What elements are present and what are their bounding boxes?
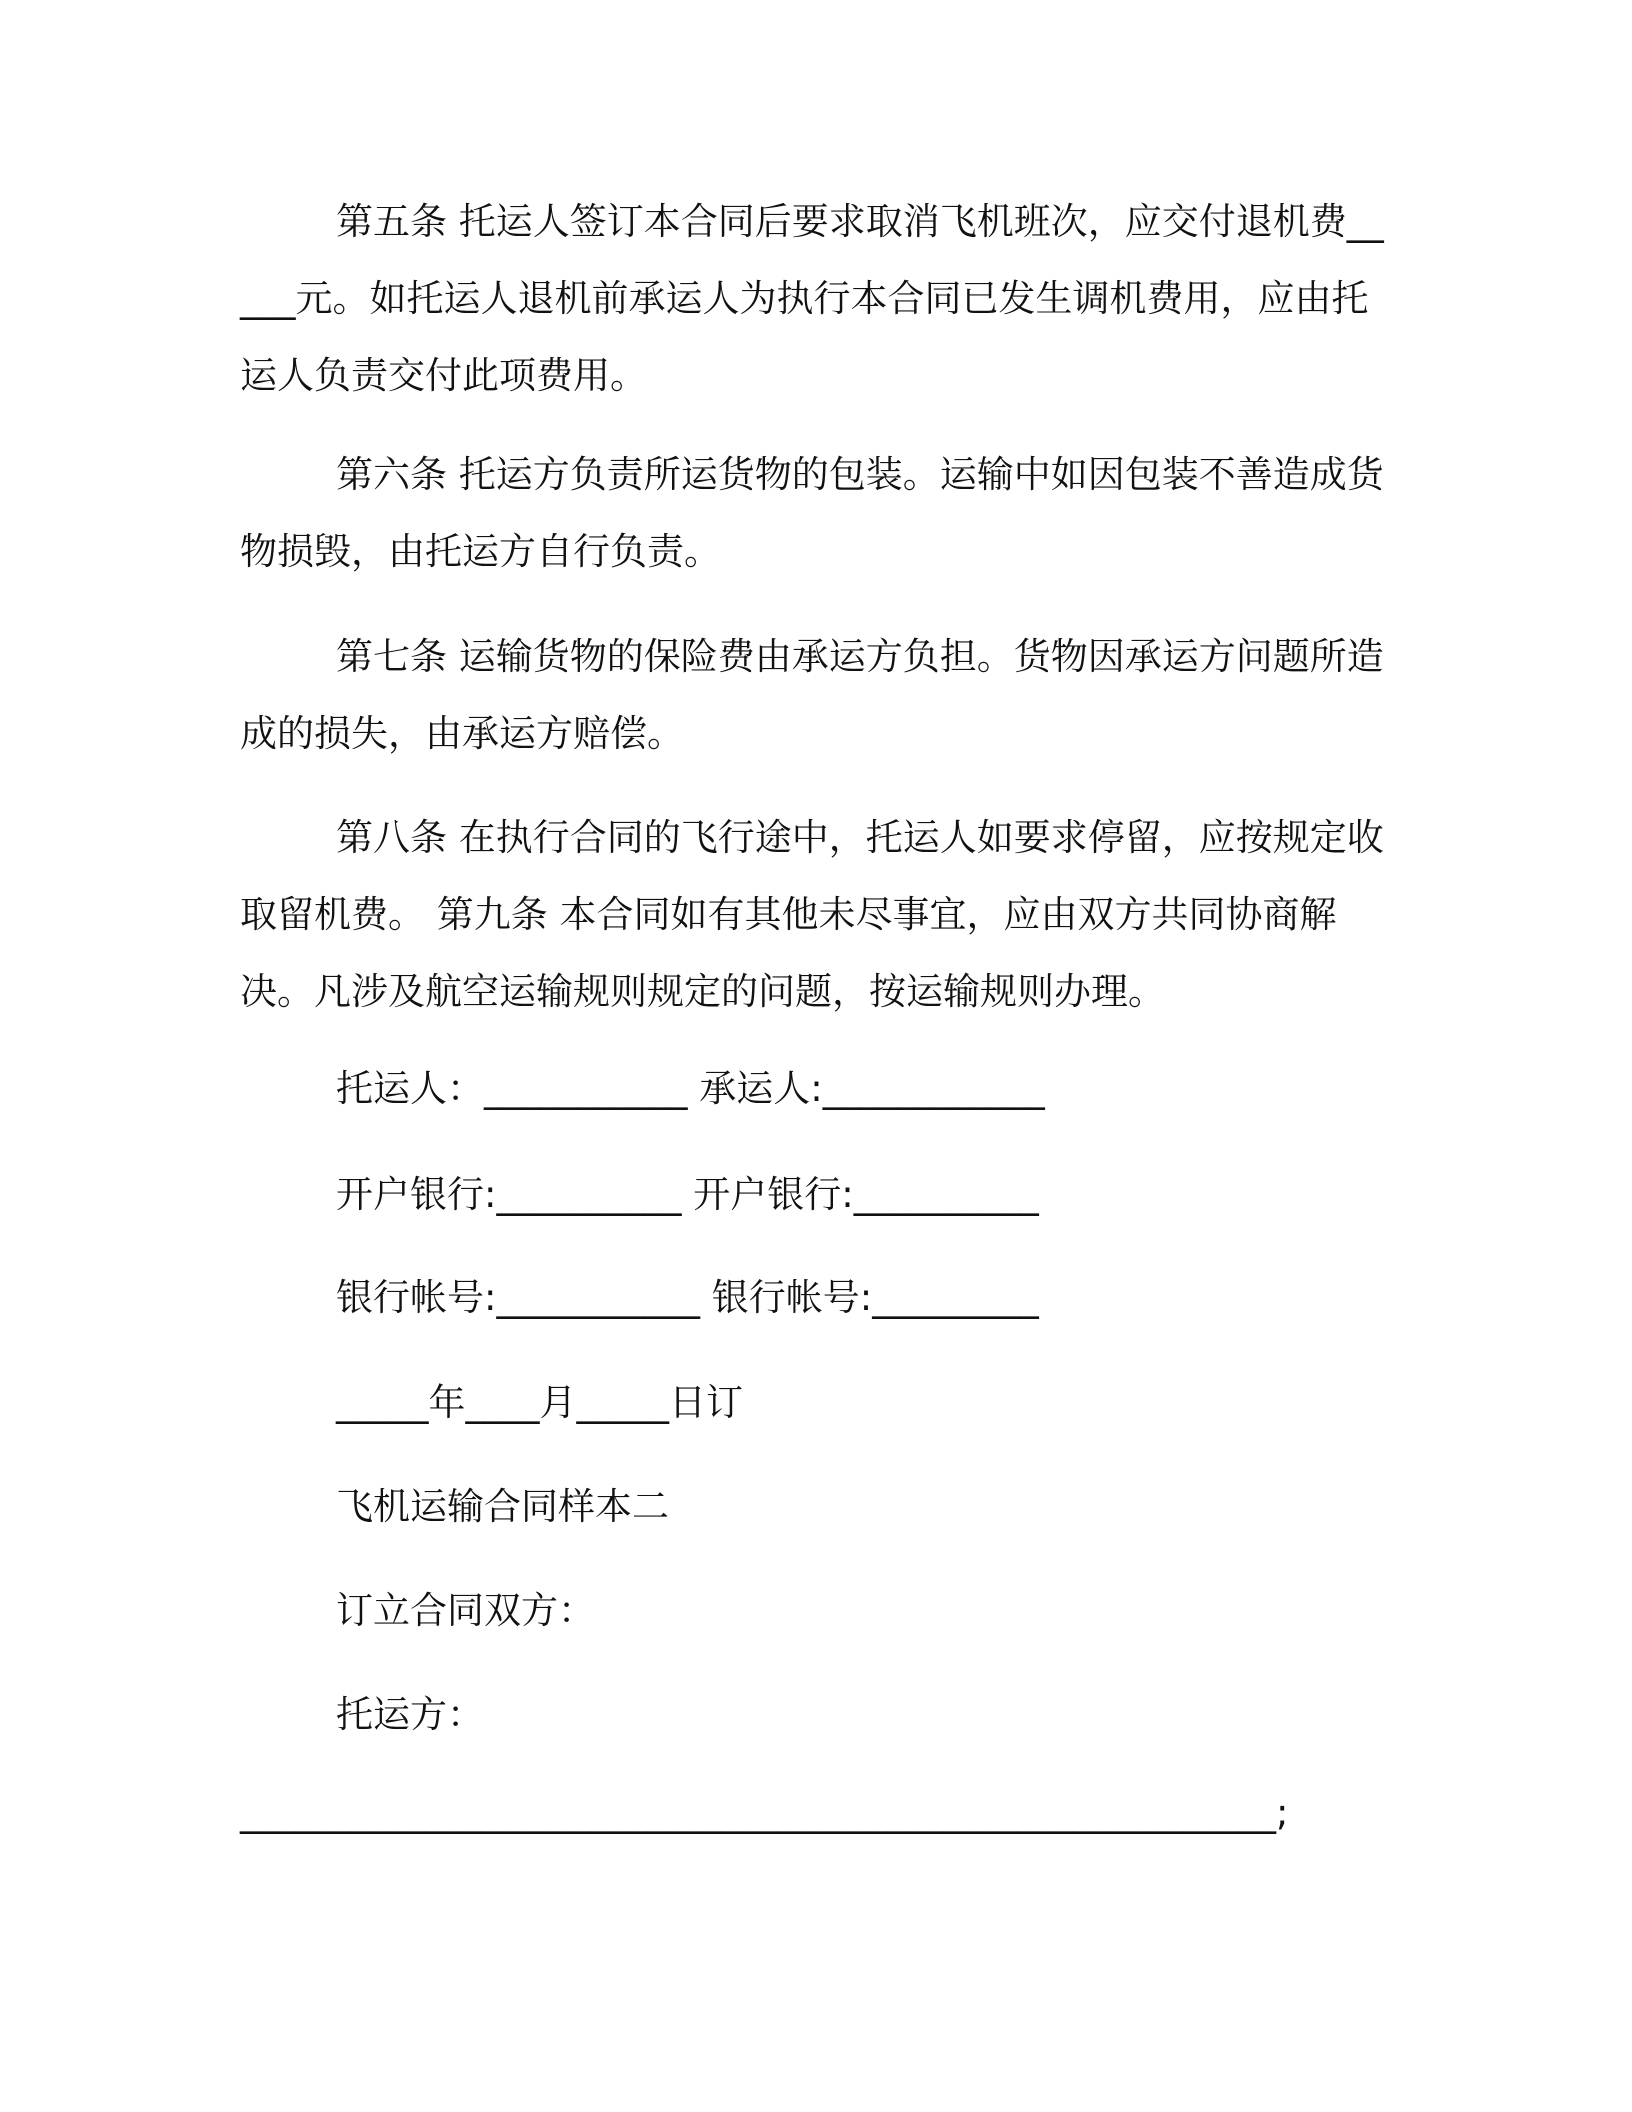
- shipper-label: 托运方：: [336, 1693, 484, 1736]
- sample-title: 飞机运输合同样本二: [336, 1485, 669, 1528]
- bank-signature-line: 开户银行:__________ 开户银行:__________: [336, 1173, 1039, 1216]
- clause-5-text: 第五条 托运人签订本合同后要求取消飞机班次，应交付退机费_____元。如托运人退机前承运人为执行本合同已发生调机费用，应由托运人负责交付此项费用。: [240, 200, 1384, 397]
- contract-parties-label: 订立合同双方：: [336, 1589, 595, 1632]
- clause-6-text: 第六条 托运方负责所运货物的包装。运输中如因包装不善造成货物损毁，由托运方自行负责。: [240, 453, 1384, 573]
- date-line: _____年____月_____日订: [336, 1381, 743, 1424]
- clause-7-text: 第七条 运输货物的保险费由承运方负担。货物因承运方问题所造成的损失，由承运方赔偿。: [240, 635, 1384, 755]
- clause-8-9-paragraph: [240, 799, 1400, 1030]
- clause-7-paragraph: [240, 618, 1400, 772]
- account-signature-line: 银行帐号:___________ 银行帐号:_________: [336, 1276, 1039, 1319]
- parties-signature-line: 托运人：___________ 承运人:____________: [336, 1067, 1045, 1110]
- clause-6-paragraph: [240, 436, 1400, 590]
- clause-8-9-text: 第八条 在执行合同的飞行途中，托运人如要求停留，应按规定收取留机费。 第九条 本合同如有其他未尽事宜，应由双方共同协商解决。凡涉及航空运输规则规定的问题，按运输规则办理。: [240, 816, 1384, 1013]
- clause-5-paragraph: [240, 183, 1400, 414]
- shipper-blank-line: ________________________________________________________;: [240, 1791, 1289, 1834]
